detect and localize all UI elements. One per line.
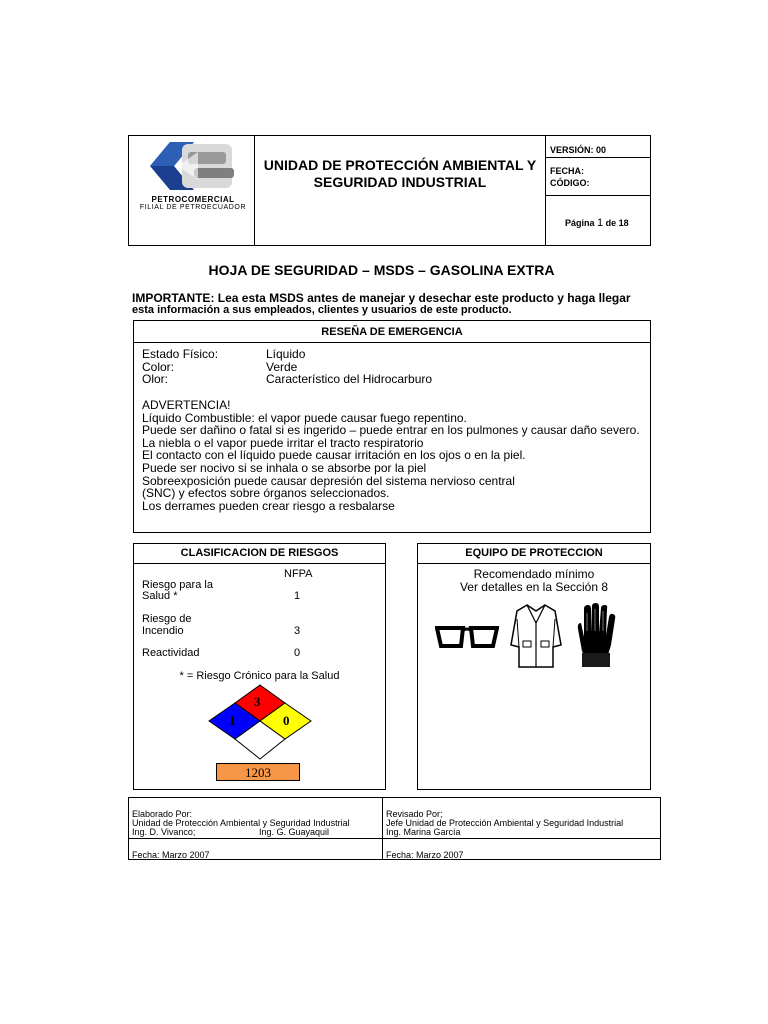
footer-left-line3a: Ing. D. Vivanco; <box>132 827 196 837</box>
company-logo <box>138 138 248 218</box>
diamond-health-value: 1 <box>229 713 236 728</box>
codigo-label: CÓDIGO: <box>550 178 590 188</box>
fire-value: 3 <box>294 625 301 637</box>
health-value: 1 <box>294 590 301 602</box>
chronic-footnote: * = Riesgo Crónico para la Salud <box>179 670 340 682</box>
footer-left-date: Fecha: Marzo 2007 <box>132 850 210 860</box>
un-number-box: 1203 <box>216 763 300 781</box>
fire-label-2: Incendio <box>142 625 184 637</box>
page-prefix: Página <box>565 218 595 228</box>
warning-line: Líquido Combustible: el vapor puede causar fuego repentino. <box>142 410 467 425</box>
nfpa-label: NFPA <box>284 568 313 580</box>
warning-line: La niebla o el vapor puede irritar el tracto respiratorio <box>142 435 424 450</box>
diamond-fire-value: 3 <box>254 694 261 709</box>
warning-line: ADVERTENCIA! <box>142 398 231 412</box>
unit-title-line1: UNIDAD DE PROTECCIÓN AMBIENTAL Y <box>263 157 537 173</box>
header-divider-1 <box>254 135 255 246</box>
important-line2: esta información a sus empleados, clientes y usuarios de este producto. <box>132 304 512 316</box>
protection-line1: Recomendado mínimo <box>473 567 595 581</box>
fire-label-1: Riesgo de <box>142 613 192 625</box>
reactivity-value: 0 <box>294 647 301 659</box>
footer-left-line1: Elaborado Por: <box>132 809 193 819</box>
header-row-line-1 <box>545 157 651 158</box>
header-divider-2 <box>545 135 546 246</box>
diamond-reactivity-value: 0 <box>283 713 290 728</box>
warning-line: (SNC) y efectos sobre órganos seleccionados. <box>142 486 390 501</box>
page-indicator <box>565 217 629 229</box>
logo-text-line2: FILIAL DE PETROECUADOR <box>139 204 247 211</box>
property-value: Líquido <box>266 347 306 361</box>
emergency-title-line <box>133 342 651 343</box>
page-suffix: de 18 <box>605 218 629 228</box>
protection-title-line <box>417 563 651 564</box>
footer-left-line3b: Ing. G. Guayaquil <box>259 827 330 837</box>
unit-title-line2: SEGURIDAD INDUSTRIAL <box>313 174 487 190</box>
property-row <box>142 373 432 386</box>
property-label: Olor: <box>142 372 169 387</box>
footer-right-line1: Revisado Por; <box>386 809 443 819</box>
emergency-title: RESEÑA DE EMERGENCIA <box>321 326 463 338</box>
safety-glasses-icon <box>435 622 499 654</box>
important-line1: IMPORTANTE: Lea esta MSDS antes de manejar y desechar este producto y haga llegar <box>132 291 631 305</box>
protection-title: EQUIPO DE PROTECCION <box>465 547 603 559</box>
footer-right-line3: Ing. Marina García <box>386 827 461 837</box>
warning-line: Los derrames pueden crear riesgo a resbalarse <box>142 498 395 513</box>
footer-divider <box>382 797 383 860</box>
warning-text <box>142 399 640 512</box>
logo-text-line1: PETROCOMERCIAL <box>151 195 235 204</box>
nfpa-diamond <box>208 684 312 760</box>
property-label: Color: <box>142 359 175 374</box>
property-label: Estado Físico: <box>142 347 219 361</box>
risk-title: CLASIFICACION DE RIESGOS <box>180 547 339 559</box>
lab-coat-icon <box>509 603 563 669</box>
footer-left-line2: Unidad de Protección Ambiental y Seguridad Industrial <box>132 818 350 828</box>
footer-row-line <box>128 838 661 839</box>
property-value: Verde <box>266 359 298 374</box>
header-row-line-2 <box>545 195 651 196</box>
risk-title-line <box>133 563 386 564</box>
property-value: Característico del Hidrocarburo <box>266 372 433 387</box>
warning-line: El contacto con el líquido puede causar irritación en los ojos o en la piel. <box>142 448 526 463</box>
warning-line: Sobreexposición puede causar depresión del sistema nervioso central <box>142 473 515 488</box>
health-label-1: Riesgo para la <box>142 579 213 591</box>
page-number: 1 <box>597 217 604 229</box>
reactivity-label: Reactividad <box>142 647 200 659</box>
glove-icon <box>574 603 618 669</box>
warning-line: Puede ser dañino o fatal si es ingerido – puede entrar en los pulmones y causar daño severo. <box>142 423 640 438</box>
protection-line2: Ver detalles en la Sección 8 <box>459 580 609 594</box>
logo-emblem-icon <box>138 138 248 194</box>
footer-right-date: Fecha: Marzo 2007 <box>386 850 464 860</box>
footer-right-line2: Jefe Unidad de Protección Ambiental y Seguridad Industrial <box>386 818 624 828</box>
document-title: HOJA DE SEGURIDAD – MSDS – GASOLINA EXTRA <box>208 262 555 278</box>
warning-line: Puede ser nocivo si se inhala o se absorbe por la piel <box>142 460 427 475</box>
fecha-label: FECHA: <box>550 166 584 176</box>
version-label: VERSIÓN: 00 <box>550 145 607 155</box>
health-label-2: Salud * <box>142 590 178 602</box>
emergency-properties <box>142 348 432 386</box>
